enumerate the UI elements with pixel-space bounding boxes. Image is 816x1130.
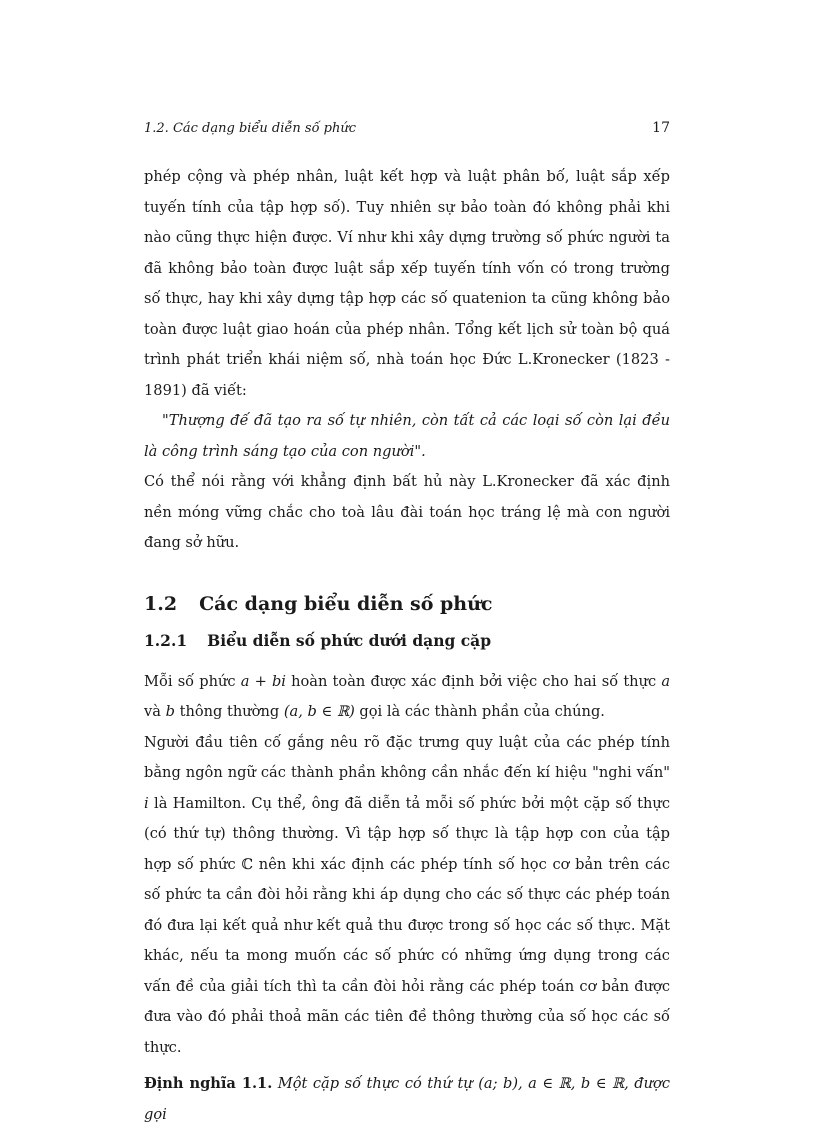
subsection-heading [144, 631, 670, 655]
definition-1-1 [144, 1069, 670, 1130]
text-run: hoàn toàn được xác định bởi việc cho hai số thực [285, 672, 662, 690]
text-run: gọi là các thành phần của chúng. [354, 703, 605, 720]
math-var: a [661, 672, 671, 690]
section-heading [144, 593, 670, 621]
kronecker-quote: "Thượng đế đã tạo ra số tự nhiên, còn tất cả các loại số còn lại đều là công trình sáng tạo của con người". [144, 412, 670, 460]
text-run: Người đầu tiên cố gắng nêu rõ đặc trưng quy luật của các phép tính bằng ngôn ngữ các thành phần không cần nhắc đến kí hiệu "nghi vấn" [144, 733, 670, 781]
paragraph-hamilton [144, 728, 670, 1064]
subsection-number: 1.2.1 [144, 630, 188, 650]
running-header [144, 120, 670, 144]
math-var: i [144, 794, 149, 812]
definition-label: Định nghĩa 1.1. [144, 1075, 273, 1092]
page-number: 17 [652, 120, 670, 136]
math-expr: a + bi [240, 672, 286, 690]
running-title: 1.2. Các dạng biểu diễn số phức [144, 121, 357, 136]
math-var: b [165, 703, 175, 720]
subsection-title: Biểu diễn số phức dưới dạng cặp [207, 630, 492, 650]
text-run: và [144, 703, 166, 720]
section-number: 1.2 [144, 592, 178, 615]
text-run: thông thường [174, 703, 284, 720]
math-expr: (a, b ∈ ℝ) [283, 703, 355, 720]
page-content [144, 120, 670, 1130]
paragraph-conclusion: Có thể nói rằng với khẳng định bất hủ này L.Kronecker đã xác định nền móng vững chắc cho toà lâu đài toán học tráng lệ mà con người đang sở hữu. [144, 473, 670, 551]
paragraph-intro: phép cộng và phép nhân, luật kết hợp và luật phân bố, luật sắp xếp tuyến tính của tập hợp số). Tuy nhiên sự bảo toàn đó không phải khi nào cũng thực hiện được. Ví như khi xây dựng trường số phức người ta đã không bảo toàn được luật sắp xếp tuyến tính vốn có trong trường số thực, hay khi xây dựng tập hợp các số quatenion ta cũng không bảo toàn được luật giao hoán của phép nhân. Tổng kết lịch sử toàn bộ quá trình phát triển khái niệm số, nhà toán học Đức L.Kronecker (1823 - 1891) đã viết: [144, 168, 670, 399]
definition-text: Một cặp số thực có thứ tự (a; b), a ∈ ℝ, b ∈ ℝ, được gọi [144, 1075, 671, 1123]
section-title: Các dạng biểu diễn số phức [199, 592, 493, 615]
paragraph-pair-definition [144, 667, 670, 728]
text-run: là Hamilton. Cụ thể, ông đã diễn tả mỗi số phức bởi một cặp số thực (có thứ tự) thông thường. Vì tập hợp số thực là tập hợp con của tập hợp số phức ℂ nên khi xác định các phép tính số học cơ bản trên các số phức ta cần đòi hỏi rằng khi áp dụng cho các số thực các phép toán đó đưa lại kết quả như kết quả thu được trong số học các số thực. Mặt khác, nếu ta mong muốn các số phức có những ứng dụng trong các vấn đề của giải tích thì ta cần đòi hỏi rằng các phép toán cơ bản được đưa vào đó phải thoả mãn các tiên đề thông thường của số học các số thực. [144, 794, 670, 1056]
text-run: Mỗi số phức [144, 672, 241, 690]
